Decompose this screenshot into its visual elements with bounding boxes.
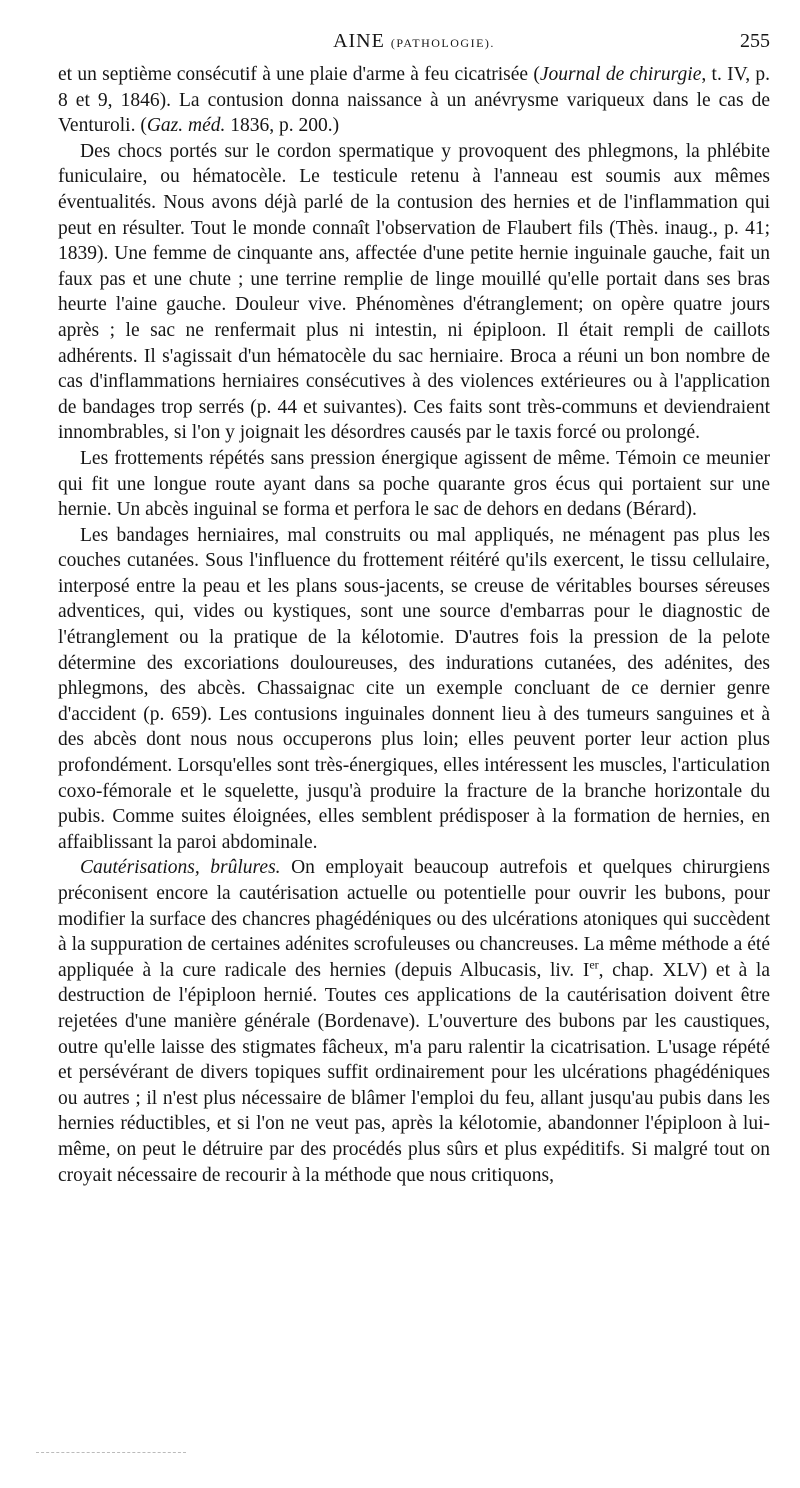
text-run: Des chocs portés sur le cordon spermatique y provoquent des phlegmons, la phlébite funiculaire, ou hématocèle. Le testicule retenu à l'anneau est soumis aux mêmes éventualités. Nous avons déjà parlé de la contusion des hernies et de l'inflammation qui peut en résulter. Tout le monde connaît l'observation de Flaubert fils (Thès. inaug., p. 41; 1839). Une femme de cinquante ans, affectée d'une petite hernie inguinale gauche, fait un faux pas et une chute ; une terrine remplie de linge mouillé qu'elle portait dans ses bras heurte l'aine gauche. Douleur vive. Phénomènes d'étranglement; on opère quatre jours après ; le sac ne renfermait plus ni intestin, ni épiploon. Il était rempli de caillots adhérents. Il s'agissait d'un hématocèle du sac herniaire. Broca a réuni un bon nombre de cas d'inflammations herniaires consécutives à des violences extérieures ou à l'application de bandages trop serrés (p. 44 et suivantes). Ces faits sont très-communs et deviendraient innombrables, si l'on y joignait les désordres causés par le taxis forcé ou prolongé. [58, 140, 770, 444]
italic-text: Cautérisations, brûlures. [80, 857, 281, 879]
paragraph [58, 523, 770, 856]
text-run: , t. IV, p. 8 et 9, 1846). La contusion donna naissance à un anévrysme variqueux dans le cas de Venturoli. ( [58, 64, 770, 137]
text-run: On employait beaucoup autrefois et quelques chirurgiens préconisent encore la cautérisation actuelle ou potentielle pour ouvrir les bubons, pour modifier la surface des chancres phagédéniques ou des ulcérations atoniques qui succèdent à la suppuration de certaines adénites scrofuleuses ou chancreuses. La même méthode a été appliquée à la cure radicale des hernies (depuis Albucasis, liv. I [58, 857, 770, 981]
paragraph [58, 446, 770, 523]
running-title [58, 30, 770, 53]
italic-text: Gaz. méd. [146, 115, 226, 137]
text-run: et un septième consécutif à une plaie d'arme à feu cicatrisée ( [58, 64, 540, 85]
paragraph [58, 139, 770, 446]
text-run: Les bandages herniaires, mal construits ou mal appliqués, ne ménagent pas plus les couches cutanées. Sous l'influence du frottement réitéré qu'ils exercent, le tissu cellulaire, interposé entre la peau et les plans sous-jacents, se creuse de véritables bourses séreuses adventices, qui, vides ou kystiques, sont une source d'embarras pour le diagnostic de l'étranglement ou la pratique de la kélotomie. D'autres fois la pression de la pelote détermine des excoriations douloureuses, des indurations cutanées, des adénites, des phlegmons, des abcès. Chassaignac cite un exemple concluant de ce dernier genre d'accident (p. 659). Les contusions inguinales donnent lieu à des tumeurs sanguines et à des abcès dont nous nous occuperons plus loin; elles peuvent porter leur action plus profondément. Lorsqu'elles sont très-énergiques, elles intéressent les muscles, l'articulation coxo-fémorale et le squelette, jusqu'à produire la fracture de la branche horizontale du pubis. Comme suites éloignées, elles semblent prédisposer à la formation de hernies, en affaiblissant la paroi abdominale. [58, 524, 770, 853]
body-text [58, 62, 770, 1188]
italic-text: Journal de chirurgie [539, 64, 702, 85]
footer-rule [36, 1452, 186, 1453]
text-run: Les frottements répétés sans pression énergique agissent de même. Témoin ce meunier qui fit une longue route ayant dans sa poche quarante gros écus qui portaient sur une hernie. Un abcès inguinal se forma et perfora le sac de dehors en dedans (Bérard). [58, 447, 770, 521]
superscript-text: er [589, 957, 599, 972]
running-title-main: AINE [333, 30, 385, 52]
text-run: 1836, p. 200.) [225, 115, 340, 137]
page-number: 255 [740, 30, 770, 52]
running-head [58, 30, 770, 56]
paragraph [58, 62, 770, 139]
running-title-subtitle: (PATHOLOGIE). [390, 36, 495, 50]
text-run: , chap. XLV) et à la destruction de l'épiploon hernié. Toutes ces applications de la cautérisation doivent être rejetées d'une manière générale (Bordenave). L'ouverture des bubons par les caustiques, outre qu'elle laisse des stigmates fâcheux, m'a paru ralentir la cicatrisation. L'usage répété et persévérant de divers topiques suffit ordinairement pour les ulcérations phagédéniques ou autres ; il n'est plus nécessaire de blâmer l'emploi du feu, allant jusqu'au pubis dans les hernies réductibles, et si l'on ne veut pas, après la kélotomie, abandonner l'épiploon à lui-même, on peut le détruire par des procédés plus sûrs et plus expéditifs. Si malgré tout on croyait nécessaire de recourir à la méthode que nous critiquons, [58, 959, 770, 1186]
paragraph [58, 855, 770, 1188]
